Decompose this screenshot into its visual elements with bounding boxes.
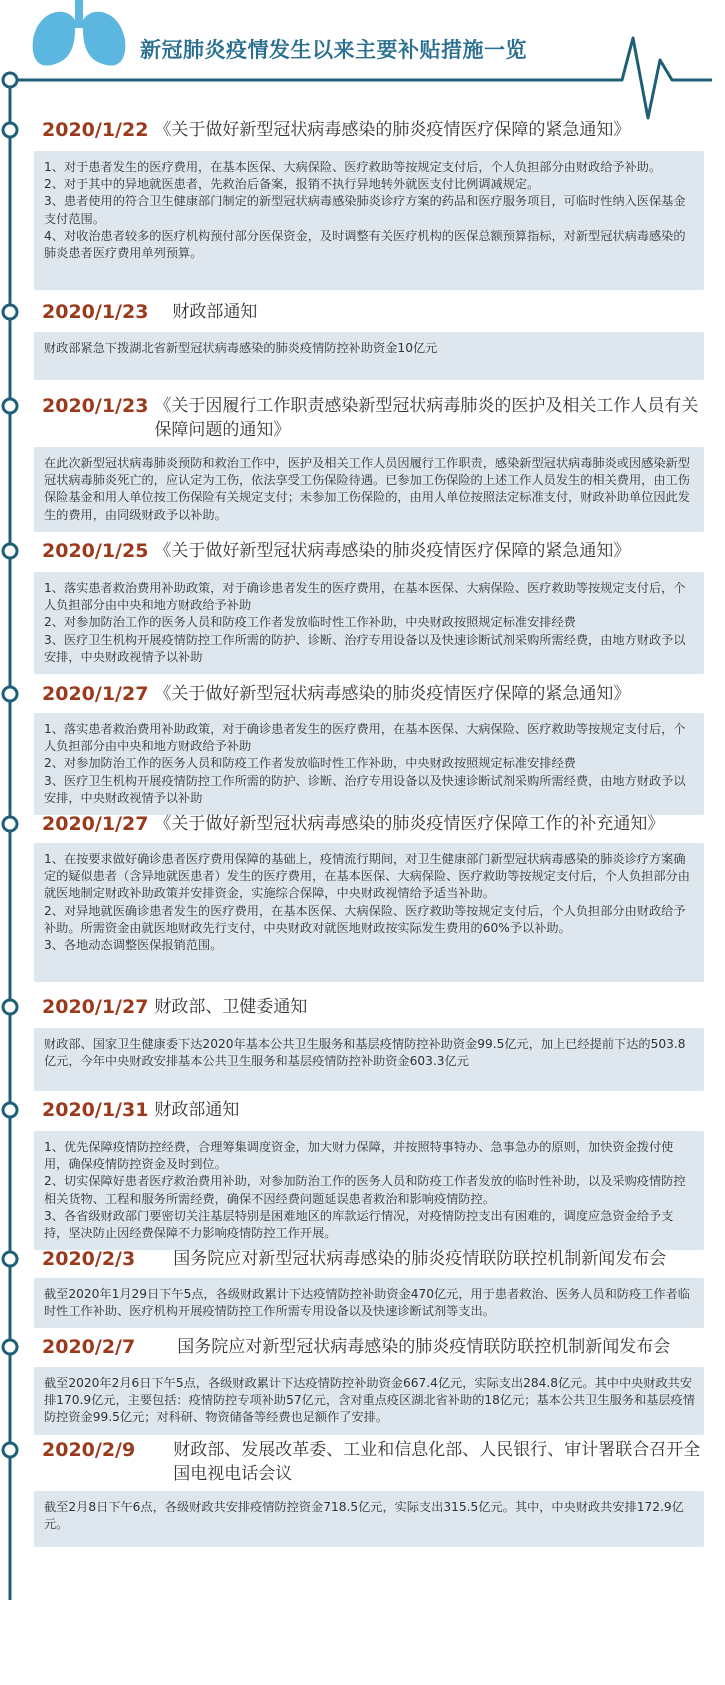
timeline-node-icon xyxy=(3,1340,17,1354)
event-heading xyxy=(42,1247,711,1271)
event-details xyxy=(34,1491,704,1547)
event-title: 财政部、卫健委通知 xyxy=(154,997,308,1017)
detail-line: 截至2月8日下午6点，各级财政共安排疫情防控资金718.5亿元，实际支出315.5亿元。其中，中央财政共安排172.9亿元。 xyxy=(44,1500,684,1532)
event-title: 国务院应对新型冠状病毒感染的肺炎疫情联防联控机制新闻发布会 xyxy=(173,1249,667,1269)
event-title: 《关于因履行工作职责感染新型冠状病毒肺炎的医护及相关工作人员有关保障问题的通知》 xyxy=(154,396,699,440)
timeline-node-icon xyxy=(3,123,17,137)
event-date: 2020/2/9 xyxy=(42,1439,136,1461)
event-title: 财政部、发展改革委、工业和信息化部、人民银行、审计署联合召开全国电视电话会议 xyxy=(173,1440,701,1484)
detail-line: 2、对参加防治工作的医务人员和防疫工作者发放临时性工作补助，中央财政按照规定标准安排经费 xyxy=(44,756,576,771)
event-date: 2020/1/31 xyxy=(42,1099,149,1121)
detail-line: 3、医疗卫生机构开展疫情防控工作所需的防护、诊断、治疗专用设备以及快速诊断试剂采购所需经费，由地方财政予以安排，中央财政视情予以补助 xyxy=(44,632,686,664)
timeline-node-icon xyxy=(3,305,17,319)
detail-line: 1、在按要求做好确诊患者医疗费用保障的基础上，疫情流行期间，对卫生健康部门新型冠状病毒感染的肺炎诊疗方案确定的疑似患者（含异地就医患者）发生的医疗费用，在基本医保、大病保险、医疗救助等按规定支付后，个人负担部分由就医地制定财政补助政策并安排资金，实施综合保障，中央财政视情给予适当补助。 xyxy=(44,852,690,901)
event-details xyxy=(34,572,704,674)
detail-line: 3、患者使用的符合卫生健康部门制定的新型冠状病毒感染肺炎诊疗方案的药品和医疗服务项目，可临时性纳入医保基金支付范围。 xyxy=(44,194,686,226)
detail-line: 1、落实患者救治费用补助政策，对于确诊患者发生的医疗费用，在基本医保、大病保险、医疗救助等按规定支付后，个人负担部分由中央和地方财政给予补助 xyxy=(44,581,686,613)
timeline-node-icon xyxy=(3,1252,17,1266)
event-date: 2020/1/23 xyxy=(42,395,149,417)
event-details xyxy=(34,1278,704,1328)
detail-line: 2、对异地就医确诊患者发生的医疗费用，在基本医保、大病保险、医疗救助等按规定支付后，个人负担部分由财政给予补助。所需资金由就医地财政先行支付，中央财政对就医地财政按实际发生费用的60%予以补助。 xyxy=(44,903,686,935)
event-date: 2020/1/22 xyxy=(42,119,149,141)
timeline-node-icon xyxy=(3,687,17,701)
timeline-node-icon xyxy=(3,1103,17,1117)
event-details xyxy=(34,1028,704,1091)
event-title: 财政部通知 xyxy=(172,302,258,322)
timeline-node-icon xyxy=(3,1000,17,1014)
detail-line: 2、对参加防治工作的医务人员和防疫工作者发放临时性工作补助，中央财政按照规定标准安排经费 xyxy=(44,615,576,630)
event-details xyxy=(34,1367,704,1435)
page-title: 新冠肺炎疫情发生以来主要补贴措施一览 xyxy=(140,38,527,62)
event-details xyxy=(34,447,704,532)
timeline-node-icon xyxy=(3,544,17,558)
event-heading xyxy=(42,995,711,1019)
event-heading xyxy=(42,682,711,706)
event-heading xyxy=(42,1098,711,1122)
event-details xyxy=(34,1131,704,1250)
event-details xyxy=(34,713,704,815)
event-heading xyxy=(42,118,711,142)
detail-line: 截至2020年1月29日下午5点，各级财政累计下达疫情防控补助资金470亿元，用于患者救治、医务人员和防疫工作者临时性工作补助、医疗机构开展疫情防控工作所需专用设备以及快速诊断试剂等支出。 xyxy=(44,1287,690,1319)
detail-line: 财政部紧急下拨湖北省新型冠状病毒感染的肺炎疫情防控补助资金10亿元 xyxy=(44,341,438,355)
event-title: 国务院应对新型冠状病毒感染的肺炎疫情联防联控机制新闻发布会 xyxy=(177,1337,671,1357)
event-heading xyxy=(42,812,711,836)
detail-line: 2、切实保障好患者医疗救治费用补助，对参加防治工作的医务人员和防疫工作者发放的临时性补助，以及采购疫情防控相关货物、工程和服务所需经费，确保不因经费问题延误患者救治和影响疫情防控。 xyxy=(44,1174,686,1206)
detail-line: 3、各地动态调整医保报销范围。 xyxy=(44,938,223,953)
event-heading xyxy=(42,394,711,442)
event-heading xyxy=(42,1438,711,1486)
detail-line: 1、对于患者发生的医疗费用，在基本医保、大病保险、医疗救助等按规定支付后，个人负担部分由财政给予补助。 xyxy=(44,160,662,174)
detail-line: 4、对收治患者较多的医疗机构预付部分医保资金，及时调整有关医疗机构的医保总额预算指标，对新型冠状病毒感染的肺炎患者医疗费用单列预算。 xyxy=(44,228,686,261)
event-heading xyxy=(42,300,711,324)
event-date: 2020/1/27 xyxy=(42,996,149,1018)
detail-line: 2、对于其中的异地就医患者，先救治后备案，报销不执行异地转外就医支付比例调减规定。 xyxy=(44,177,540,192)
detail-line: 财政部、国家卫生健康委下达2020年基本公共卫生服务和基层疫情防控补助资金99.5亿元，加上已经提前下达的503.8亿元，今年中央财政安排基本公共卫生服务和基层疫情防控补助资金603.3亿元 xyxy=(44,1037,686,1069)
detail-line: 3、医疗卫生机构开展疫情防控工作所需的防护、诊断、治疗专用设备以及快速诊断试剂采购所需经费，由地方财政予以安排，中央财政视情予以补助 xyxy=(44,773,686,805)
detail-line: 3、各省级财政部门要密切关注基层特别是困难地区的库款运行情况，对疫情防控支出有困难的，调度应急资金给予支持，坚决防止因经费保障不力影响疫情防控工作开展。 xyxy=(44,1208,674,1241)
lungs-icon xyxy=(33,0,126,66)
event-title: 《关于做好新型冠状病毒感染的肺炎疫情医疗保障的紧急通知》 xyxy=(154,541,631,561)
event-date: 2020/1/27 xyxy=(42,813,149,835)
event-heading xyxy=(42,1335,711,1359)
timeline-node-icon xyxy=(3,1443,17,1457)
event-details xyxy=(34,332,704,380)
event-date: 2020/1/25 xyxy=(42,540,149,562)
detail-line: 在此次新型冠状病毒肺炎预防和救治工作中，医护及相关工作人员因履行工作职责，感染新型冠状病毒肺炎或因感染新型冠状病毒肺炎死亡的，应认定为工伤，依法享受工伤保险待遇。已参加工伤保险的上述工作人员发生的相关费用，由工伤保险基金和用人单位按工伤保险有关规定支付；未参加工伤保险的，由用人单位按照法定标准支付，财政补助单位因此发生的费用，由同级财政予以补助。 xyxy=(44,456,690,522)
detail-line: 截至2020年2月6日下午5点，各级财政累计下达疫情防控补助资金667.4亿元，实际支出284.8亿元。其中中央财政共安排170.9亿元，主要包括：疫情防控专项补助57亿元，含对重点疫区湖北省补助的18亿元；基本公共卫生服务和基层疫情防控资金99.5亿元；对科研、物资储备等经费也足额作了安排。 xyxy=(44,1376,695,1425)
event-title: 《关于做好新型冠状病毒感染的肺炎疫情医疗保障的紧急通知》 xyxy=(154,684,631,704)
detail-line: 1、优先保障疫情防控经费，合理筹集调度资金，加大财力保障，并按照特事特办、急事急办的原则，加快资金拨付使用，确保疫情防控资金及时到位。 xyxy=(44,1140,674,1172)
event-date: 2020/1/27 xyxy=(42,683,149,705)
event-title: 财政部通知 xyxy=(154,1100,240,1120)
timeline-node-icon xyxy=(3,399,17,413)
timeline-node-icon xyxy=(3,73,17,87)
event-date: 2020/2/3 xyxy=(42,1248,136,1270)
event-details xyxy=(34,843,704,982)
event-title: 《关于做好新型冠状病毒感染的肺炎疫情医疗保障的紧急通知》 xyxy=(154,120,631,140)
event-title: 《关于做好新型冠状病毒感染的肺炎疫情医疗保障工作的补充通知》 xyxy=(154,814,665,834)
event-heading xyxy=(42,539,711,563)
heartbeat-line-icon xyxy=(605,38,712,118)
timeline-node-icon xyxy=(3,817,17,831)
event-details xyxy=(34,151,704,290)
event-date: 2020/1/23 xyxy=(42,301,149,323)
detail-line: 1、落实患者救治费用补助政策，对于确诊患者发生的医疗费用，在基本医保、大病保险、医疗救助等按规定支付后，个人负担部分由中央和地方财政给予补助 xyxy=(44,722,686,754)
event-date: 2020/2/7 xyxy=(42,1336,136,1358)
